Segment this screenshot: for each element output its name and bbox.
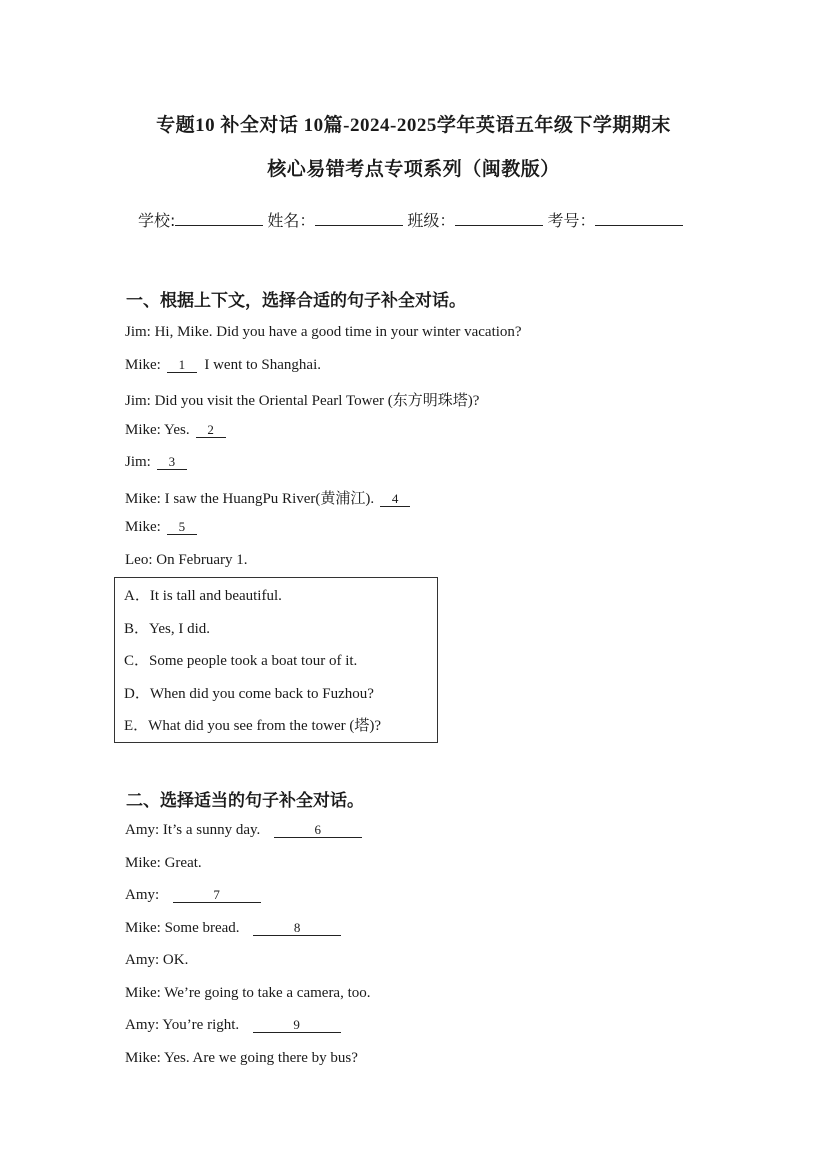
line-text: Amy: OK.: [125, 952, 189, 968]
school-blank[interactable]: [175, 209, 263, 226]
answer-blank-1[interactable]: 1: [167, 357, 197, 373]
line-text: Mike:: [125, 519, 161, 535]
dialogue-line: [125, 822, 362, 839]
answer-blank-5[interactable]: 5: [167, 519, 197, 535]
name-blank[interactable]: [315, 209, 403, 226]
student-info-row: [138, 208, 687, 231]
page-title-line-1: 专题10 补全对话 10篇-2024-2025学年英语五年级下学期期末: [156, 115, 671, 136]
line-text: Amy:: [125, 887, 160, 903]
answer-blank-9[interactable]: 9: [253, 1017, 341, 1033]
option-a: A．It is tall and beautiful.: [124, 588, 282, 604]
page-title-line-2: 核心易错考点专项系列（闽教版）: [267, 159, 560, 180]
line-text: Amy: It’s a sunny day.: [125, 822, 261, 838]
line-text: Jim:: [125, 454, 151, 470]
line-text: Mike: We’re going to take a camera, too.: [125, 985, 371, 1001]
line-text: Amy: You’re right.: [125, 1017, 240, 1033]
exam-no-label: 考号：: [547, 211, 596, 230]
section-1-heading: 一、根据上下文，选择合适的句子补全对话。: [126, 291, 466, 311]
answer-blank-4[interactable]: 4: [380, 491, 410, 507]
answer-blank-2[interactable]: 2: [196, 422, 226, 438]
line-text: Mike: I saw the HuangPu River(黄浦江).: [125, 491, 375, 507]
dialogue-line: [125, 887, 261, 904]
dialogue-line: [125, 1050, 358, 1067]
line-text: Leo: On February 1.: [125, 552, 248, 568]
dialogue-line: [125, 389, 479, 410]
name-label: 姓名：: [267, 211, 316, 230]
option-b: B．Yes, I did.: [124, 621, 210, 637]
answer-blank-6[interactable]: 6: [274, 822, 362, 838]
line-text: Mike: Great.: [125, 855, 202, 871]
dialogue-line: [125, 985, 371, 1002]
line-text: Mike: Yes.: [125, 422, 190, 438]
option-c: C．Some people took a boat tour of it.: [124, 653, 358, 669]
dialogue-line: [125, 454, 187, 471]
school-label: 学校:: [138, 211, 176, 230]
line-text-after: I went to Shanghai.: [204, 357, 321, 373]
line-text: Mike: Some bread.: [125, 920, 240, 936]
dialogue-line: [125, 920, 341, 937]
dialogue-line: [125, 487, 410, 508]
option-e: E．What did you see from the tower (塔)?: [124, 718, 381, 734]
line-text: Mike:: [125, 357, 161, 373]
option-d: D．When did you come back to Fuzhou?: [124, 686, 374, 702]
class-blank[interactable]: [455, 209, 543, 226]
dialogue-line: [125, 855, 202, 872]
dialogue-line: [125, 357, 321, 374]
answer-blank-8[interactable]: 8: [253, 920, 341, 936]
line-text: Jim: Did you visit the Oriental Pearl Tower (东方明珠塔)?: [125, 393, 480, 409]
dialogue-line: [125, 519, 197, 536]
dialogue-line: [125, 422, 226, 439]
line-text: Jim: Hi, Mike. Did you have a good time in your winter vacation?: [125, 324, 522, 340]
class-label: 班级：: [407, 211, 456, 230]
exam-no-blank[interactable]: [595, 209, 683, 226]
dialogue-line: [125, 952, 188, 969]
answer-blank-3[interactable]: 3: [157, 454, 187, 470]
section-2-heading: 二、选择适当的句子补全对话。: [126, 791, 364, 811]
dialogue-line: [125, 324, 522, 341]
dialogue-line: [125, 1017, 341, 1034]
line-text: Mike: Yes. Are we going there by bus?: [125, 1050, 358, 1066]
answer-blank-7[interactable]: 7: [173, 887, 261, 903]
dialogue-line: [125, 552, 247, 569]
